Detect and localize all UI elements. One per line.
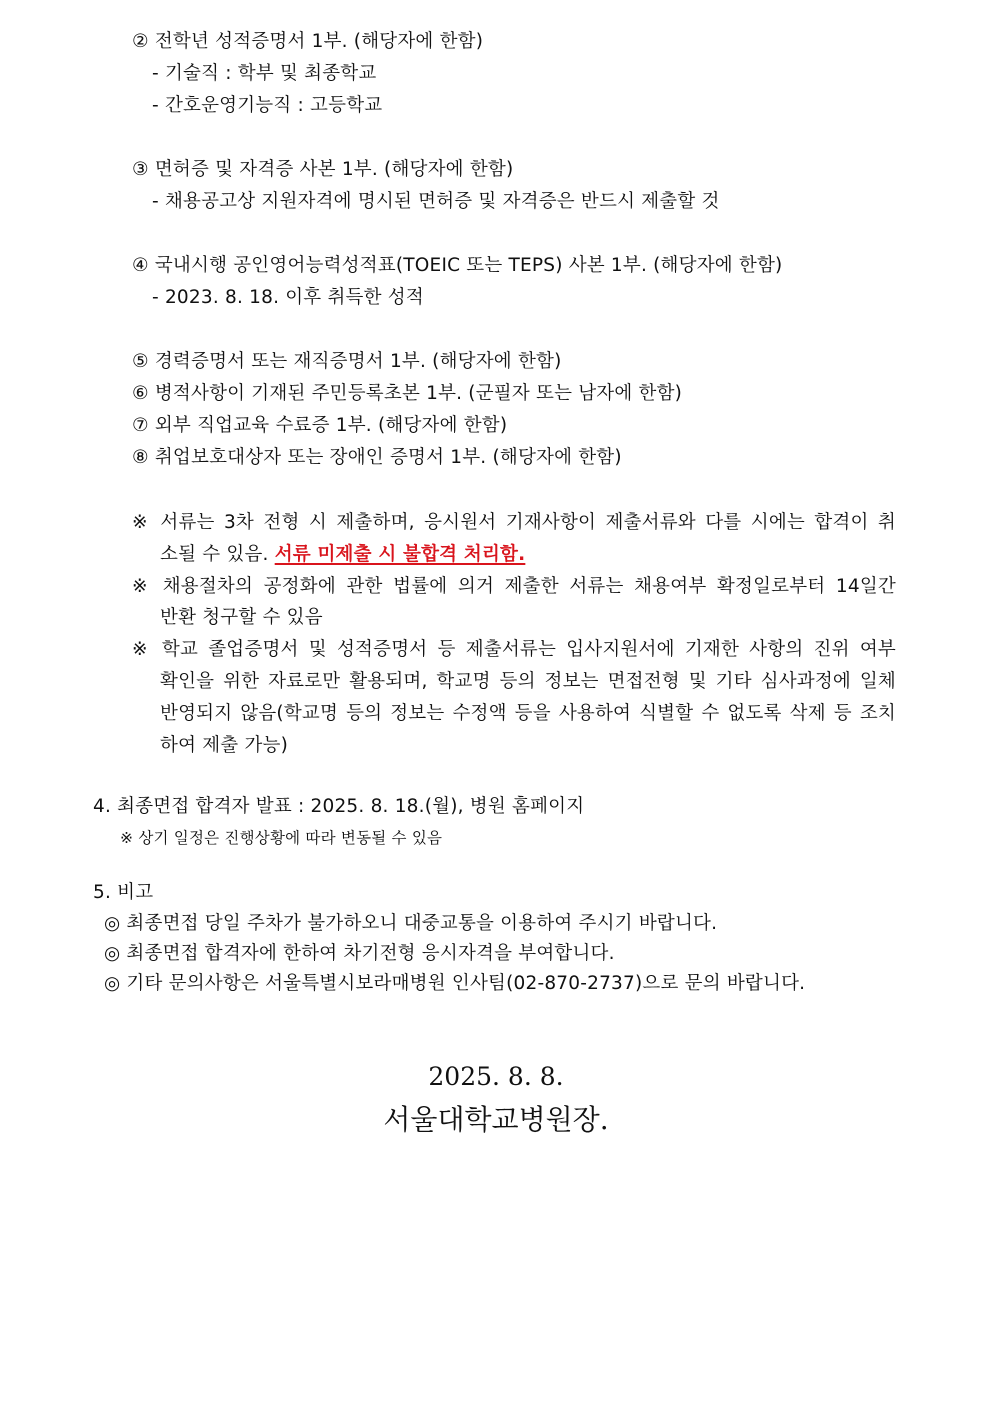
section-5-item-3: ◎ 기타 문의사항은 서울특별시보라매병원 인사팀(02-870-2737)으로 문의 바랍니다. bbox=[104, 973, 806, 994]
note-2-line-1: ※ 채용절차의 공정화에 관한 법률에 의거 제출한 서류는 채용여부 확정일로부터 14일간 bbox=[132, 576, 896, 597]
item-7: ⑦ 외부 직업교육 수료증 1부. (해당자에 한함) bbox=[132, 415, 508, 436]
note-1-line-1: ※ 서류는 3차 전형 시 제출하며, 응시원서 기재사항이 제출서류와 다를 시에는 합격이 취 bbox=[132, 512, 896, 533]
item-4-sub: - 2023. 8. 18. 이후 취득한 성적 bbox=[152, 287, 424, 308]
item-4-title: ④ 국내시행 공인영어능력성적표(TOEIC 또는 TEPS) 사본 1부. (해당자에 한함) bbox=[132, 255, 783, 276]
item-3-sub: - 채용공고상 지원자격에 명시된 면허증 및 자격증은 반드시 제출할 것 bbox=[152, 191, 720, 212]
note-3-line-1: ※ 학교 졸업증명서 및 성적증명서 등 제출서류는 입사지원서에 기재한 사항의 진위 여부 bbox=[132, 639, 896, 660]
note-3-line-2: 확인을 위한 자료로만 활용되며, 학교명 등의 정보는 면접전형 및 기타 심사과정에 일체 bbox=[160, 671, 896, 692]
item-2-title: ② 전학년 성적증명서 1부. (해당자에 한함) bbox=[132, 31, 484, 52]
note-2-line-2: 반환 청구할 수 있음 bbox=[160, 607, 323, 628]
item-8: ⑧ 취업보호대상자 또는 장애인 증명서 1부. (해당자에 한함) bbox=[132, 447, 622, 468]
note-3-line-4: 하여 제출 가능) bbox=[160, 735, 289, 756]
note-1-warning: 서류 미제출 시 불합격 처리함. bbox=[274, 544, 526, 565]
section-4-note: ※ 상기 일정은 진행상황에 따라 변동될 수 있음 bbox=[120, 829, 443, 847]
section-5-title: 5. 비고 bbox=[93, 882, 154, 903]
item-6: ⑥ 병적사항이 기재된 주민등록초본 1부. (군필자 또는 남자에 한함) bbox=[132, 383, 683, 404]
item-2-sub-1: - 기술직 : 학부 및 최종학교 bbox=[152, 63, 377, 84]
note-1-line-2 bbox=[160, 543, 525, 567]
note-1-text: 소될 수 있음. bbox=[160, 544, 275, 565]
item-2-sub-2: - 간호운영기능직 : 고등학교 bbox=[152, 95, 383, 116]
section-5-item-2: ◎ 최종면접 합격자에 한하여 차기전형 응시자격을 부여합니다. bbox=[104, 943, 615, 964]
issue-date: 2025. 8. 8. bbox=[428, 1062, 564, 1091]
item-5: ⑤ 경력증명서 또는 재직증명서 1부. (해당자에 한함) bbox=[132, 351, 562, 372]
item-3-title: ③ 면허증 및 자격증 사본 1부. (해당자에 한함) bbox=[132, 159, 514, 180]
section-4-title: 4. 최종면접 합격자 발표 : 2025. 8. 18.(월), 병원 홈페이지 bbox=[93, 796, 585, 817]
note-3-line-3: 반영되지 않음(학교명 등의 정보는 수정액 등을 사용하여 식별할 수 없도록 삭제 등 조치 bbox=[160, 703, 896, 724]
issuer-signature: 서울대학교병원장. bbox=[383, 1103, 609, 1136]
section-5-item-1: ◎ 최종면접 당일 주차가 불가하오니 대중교통을 이용하여 주시기 바랍니다. bbox=[104, 913, 718, 934]
